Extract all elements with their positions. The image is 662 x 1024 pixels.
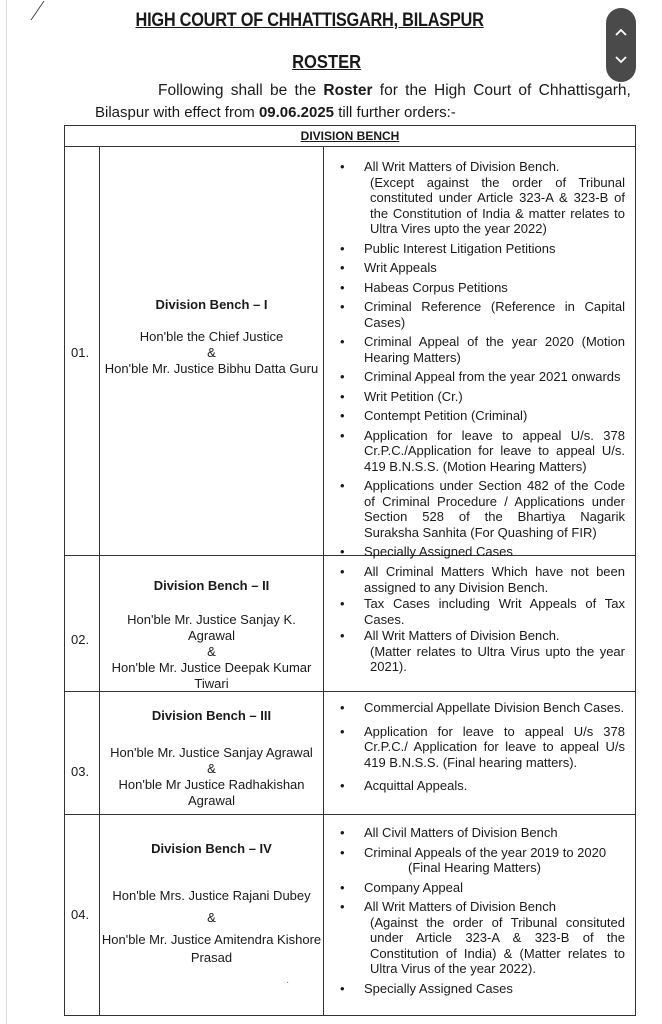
chevron-down-icon bbox=[614, 55, 628, 65]
bench-row-4 bbox=[65, 815, 635, 1016]
judge-line: Hon'ble Mrs. Justice Rajani Dubey bbox=[112, 888, 311, 903]
matters-list bbox=[340, 159, 625, 564]
scroll-up-button[interactable] bbox=[606, 18, 636, 46]
matter-item: • Criminal Appeal from the year 2021 onwards bbox=[340, 369, 625, 385]
judge-line: Agrawal bbox=[188, 793, 235, 808]
matter-item: • Criminal Reference (Reference in Capital Cases) bbox=[340, 299, 625, 330]
matters-list bbox=[340, 564, 625, 679]
matter-item: • Applications under Section 482 of the Code of Criminal Procedure / Applications under Section 528 of the Bhartiya Nagarik Suraksha Sanhita (For Quashing of FIR) bbox=[340, 478, 625, 540]
bench-judges bbox=[100, 885, 323, 965]
judge-line: Tiwari bbox=[194, 676, 229, 691]
judge-line: Hon'ble Mr. Justice Amitendra Kishore bbox=[101, 932, 322, 947]
document-title: HIGH COURT OF CHHATTISGARH, BILASPUR bbox=[135, 10, 484, 31]
scroll-down-button[interactable] bbox=[606, 46, 636, 74]
page-edge bbox=[6, 0, 7, 1024]
matter-text: Criminal Appeals of the year 2019 to 2020 bbox=[364, 844, 607, 860]
matter-note: (Against the order of Tribunal consituted under Article 323-A & 323-B of the Constitution of India) & (Matter relates to Ultra Virus of the year 2022). bbox=[370, 914, 625, 976]
matter-item: • Specially Assigned Cases bbox=[340, 981, 625, 997]
matters-list bbox=[340, 825, 625, 1000]
bench-judges bbox=[100, 329, 323, 377]
bench-name: Division Bench – III bbox=[151, 708, 272, 723]
matter-item: • Tax Cases including Writ Appeals of Tax Cases. bbox=[340, 596, 625, 627]
matter-text: All Writ Matters of Division Bench. bbox=[364, 628, 560, 643]
matter-item: • Criminal Appeal of the year 2020 (Motion Hearing Matters) bbox=[340, 334, 625, 365]
bench-name: Division Bench – I bbox=[155, 297, 268, 312]
matter-text: All Writ Matters of Division Bench. bbox=[364, 159, 560, 174]
matter-note: (Matter relates to Ultra Virus upto the year 2021). bbox=[370, 643, 625, 674]
matter-note: (Final Hearing Matters) bbox=[408, 860, 541, 875]
intro-text: Following shall be the bbox=[158, 82, 324, 99]
matters-list bbox=[340, 700, 625, 798]
bench-judges bbox=[100, 745, 323, 809]
judge-line: Hon'ble Mr. Justice Sanjay Agrawal bbox=[110, 745, 313, 760]
bench-row-1 bbox=[65, 147, 635, 559]
page-scroll-control bbox=[606, 8, 636, 82]
scan-speck: · bbox=[286, 977, 290, 988]
matter-item: • Application for leave to appeal U/s. 378 Cr.P.C./Application for leave to appeal U/s. 419 B.N.S.S. (Motion Hearing Matters) bbox=[340, 428, 625, 475]
judge-line: Hon'ble Mr. Justice Sanjay K. bbox=[127, 612, 296, 627]
bench-judges bbox=[100, 612, 323, 692]
bench-name: Division Bench – II bbox=[153, 578, 270, 593]
intro-roster-word: Roster bbox=[323, 82, 373, 99]
matter-item bbox=[340, 628, 625, 675]
matter-text: All Writ Matters of Division Bench bbox=[364, 899, 556, 914]
matter-item: • Commercial Appellate Division Bench Cases. bbox=[340, 700, 625, 716]
matter-item bbox=[340, 845, 625, 876]
matter-item: • Specially Assigned Cases bbox=[340, 544, 625, 560]
effective-date: 09.06.2025 bbox=[258, 104, 335, 121]
matter-item: • Habeas Corpus Petitions bbox=[340, 280, 625, 296]
judge-line: Prasad bbox=[190, 950, 233, 965]
judge-line: Hon'ble the Chief Justice bbox=[139, 329, 284, 344]
matter-item: • Contempt Petition (Criminal) bbox=[340, 408, 625, 424]
matter-item bbox=[340, 159, 625, 237]
matter-item bbox=[340, 899, 625, 977]
document-subtitle: ROSTER bbox=[292, 52, 362, 72]
bench-name: Division Bench – IV bbox=[151, 841, 272, 856]
judge-line: Hon'ble Mr. Justice Deepak Kumar bbox=[111, 660, 312, 675]
roster-table bbox=[64, 125, 636, 1016]
matter-item: • All Civil Matters of Division Bench bbox=[340, 825, 625, 841]
intro-line-1 bbox=[158, 82, 631, 100]
judge-separator: & bbox=[207, 761, 216, 776]
chevron-up-icon bbox=[614, 27, 628, 37]
judge-separator: & bbox=[207, 644, 216, 659]
judge-separator: & bbox=[207, 910, 216, 925]
intro-text: Bilaspur with effect from bbox=[95, 104, 259, 121]
matter-item: • Acquittal Appeals. bbox=[340, 778, 625, 794]
matter-item: • Public Interest Litigation Petitions bbox=[340, 241, 625, 257]
serial-number: 03. bbox=[71, 764, 90, 779]
table-header: DIVISION BENCH bbox=[65, 126, 635, 147]
judge-line: Agrawal bbox=[188, 628, 235, 643]
matter-note: (Except against the order of Tribunal constituted under Article 323-A & 323-B of the Constitution of India & matter relates to Ultra Vires upto the year 2022) bbox=[370, 174, 625, 236]
intro-line-2 bbox=[95, 104, 456, 121]
judge-separator: & bbox=[207, 345, 216, 360]
matter-item: • All Criminal Matters Which have not been assigned to any Division Bench. bbox=[340, 564, 625, 595]
matter-item: • Company Appeal bbox=[340, 880, 625, 896]
bench-row-2 bbox=[65, 556, 635, 692]
serial-number: 04. bbox=[71, 907, 90, 922]
judge-line: Hon'ble Mr. Justice Bibhu Datta Guru bbox=[104, 361, 319, 376]
serial-number: 02. bbox=[71, 632, 90, 647]
serial-number: 01. bbox=[71, 345, 90, 360]
matter-item: • Application for leave to appeal U/s 378 Cr.P.C./ Application for leave to appeal U/s 419 B.N.S.S. (Final hearing matters). bbox=[340, 724, 625, 771]
matter-item: • Writ Petition (Cr.) bbox=[340, 389, 625, 405]
matter-item: • Writ Appeals bbox=[340, 260, 625, 276]
bench-row-3 bbox=[65, 692, 635, 815]
judge-line: Hon'ble Mr Justice Radhakishan bbox=[118, 777, 305, 792]
intro-text: till further orders:- bbox=[334, 104, 456, 121]
intro-text: for the High Court of Chhattisgarh, bbox=[372, 82, 631, 99]
